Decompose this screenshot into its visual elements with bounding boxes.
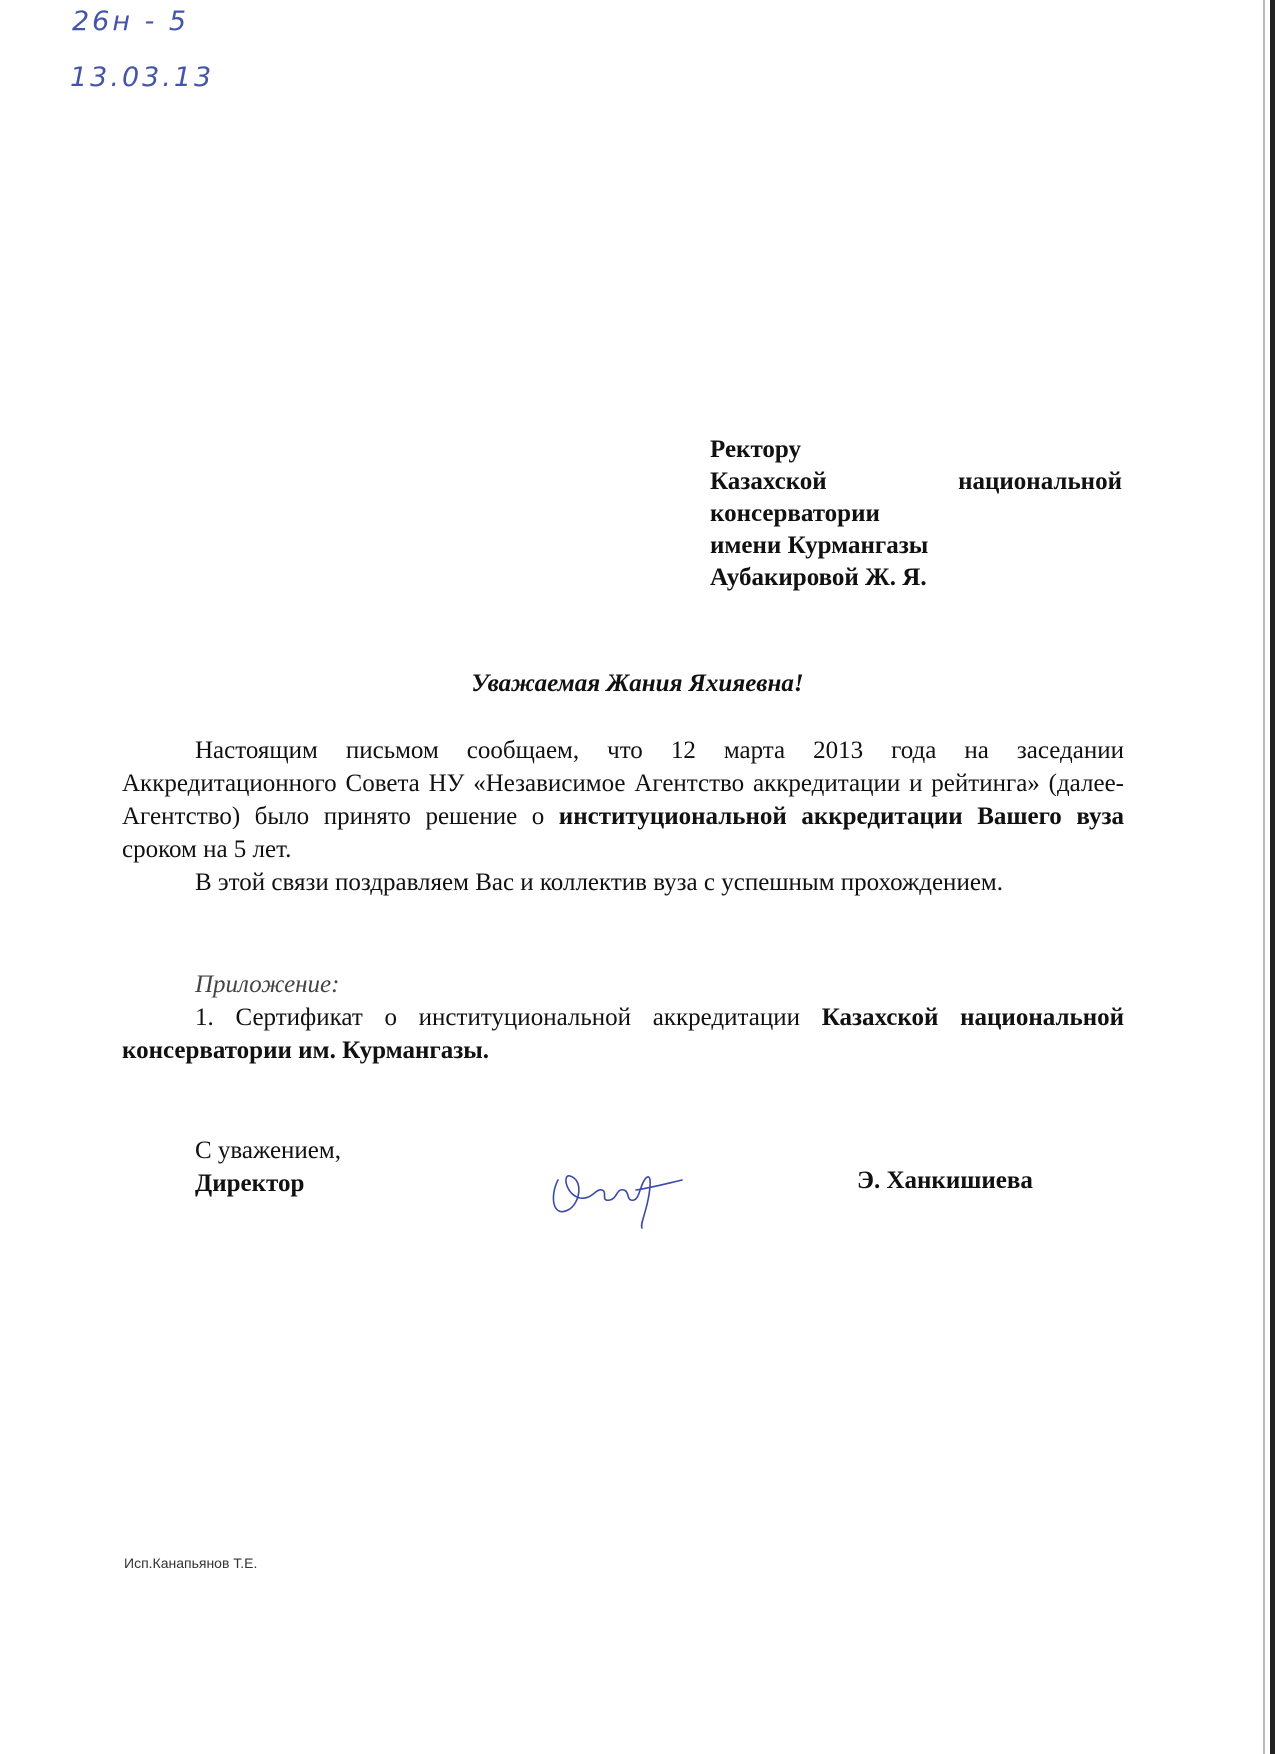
body-paragraph-1	[122, 734, 1124, 866]
scan-edge-dark	[1270, 0, 1275, 1754]
attachment-block	[122, 968, 1124, 1067]
addressee-line-3: консерватории	[710, 500, 880, 527]
attachment-item-1-bold: Казахской национальной консерватории им. Курмангазы.	[122, 1004, 1124, 1064]
body-p1-text-1: Настоящим письмом сообщаем, что 12 марта 2013 года на заседании Аккредитационного Совета НУ «Независимое Агентство аккредитации и рейтинга» (далее-Агентство) было принято решение о	[122, 737, 1124, 830]
addressee-line-5: Аубакировой Ж. Я.	[710, 564, 927, 591]
addressee-line-2b: национальной	[958, 468, 1122, 495]
scan-edge-light	[1263, 0, 1265, 1754]
attachment-label: Приложение:	[195, 971, 340, 998]
addressee-line-1: Ректору	[710, 436, 801, 463]
salutation: Уважаемая Жания Яхияевна!	[471, 670, 804, 697]
addressee-line-2	[710, 466, 1122, 498]
body-p1-bold: институциональной аккредитации Вашего вуза	[558, 803, 1125, 830]
executor-note: Исп.Канапьянов Т.Е.	[124, 1555, 258, 1571]
addressee-block	[710, 434, 1122, 594]
handwritten-signature	[540, 1140, 690, 1230]
handwritten-registration-number: 26н - 5	[72, 6, 190, 37]
signer-role: Директор	[195, 1170, 305, 1197]
closing-block	[195, 1134, 341, 1200]
addressee-line-4: имени Курмангазы	[710, 532, 929, 559]
attachment-item-1	[122, 1001, 1124, 1067]
attachment-item-1-text: 1. Сертификат о институциональной аккредитации	[195, 1004, 822, 1031]
body-p1-text-2: сроком на 5 лет.	[122, 836, 292, 863]
signer-name: Э. Ханкишиева	[857, 1167, 1033, 1194]
letter-body	[122, 734, 1124, 899]
addressee-line-2a: Казахской	[710, 468, 827, 495]
closing-regards: С уважением,	[195, 1137, 341, 1164]
handwritten-registration-date: 13.03.13	[70, 62, 215, 93]
body-paragraph-2: В этой связи поздравляем Вас и коллектив вуза с успешным прохождением.	[195, 869, 1003, 896]
